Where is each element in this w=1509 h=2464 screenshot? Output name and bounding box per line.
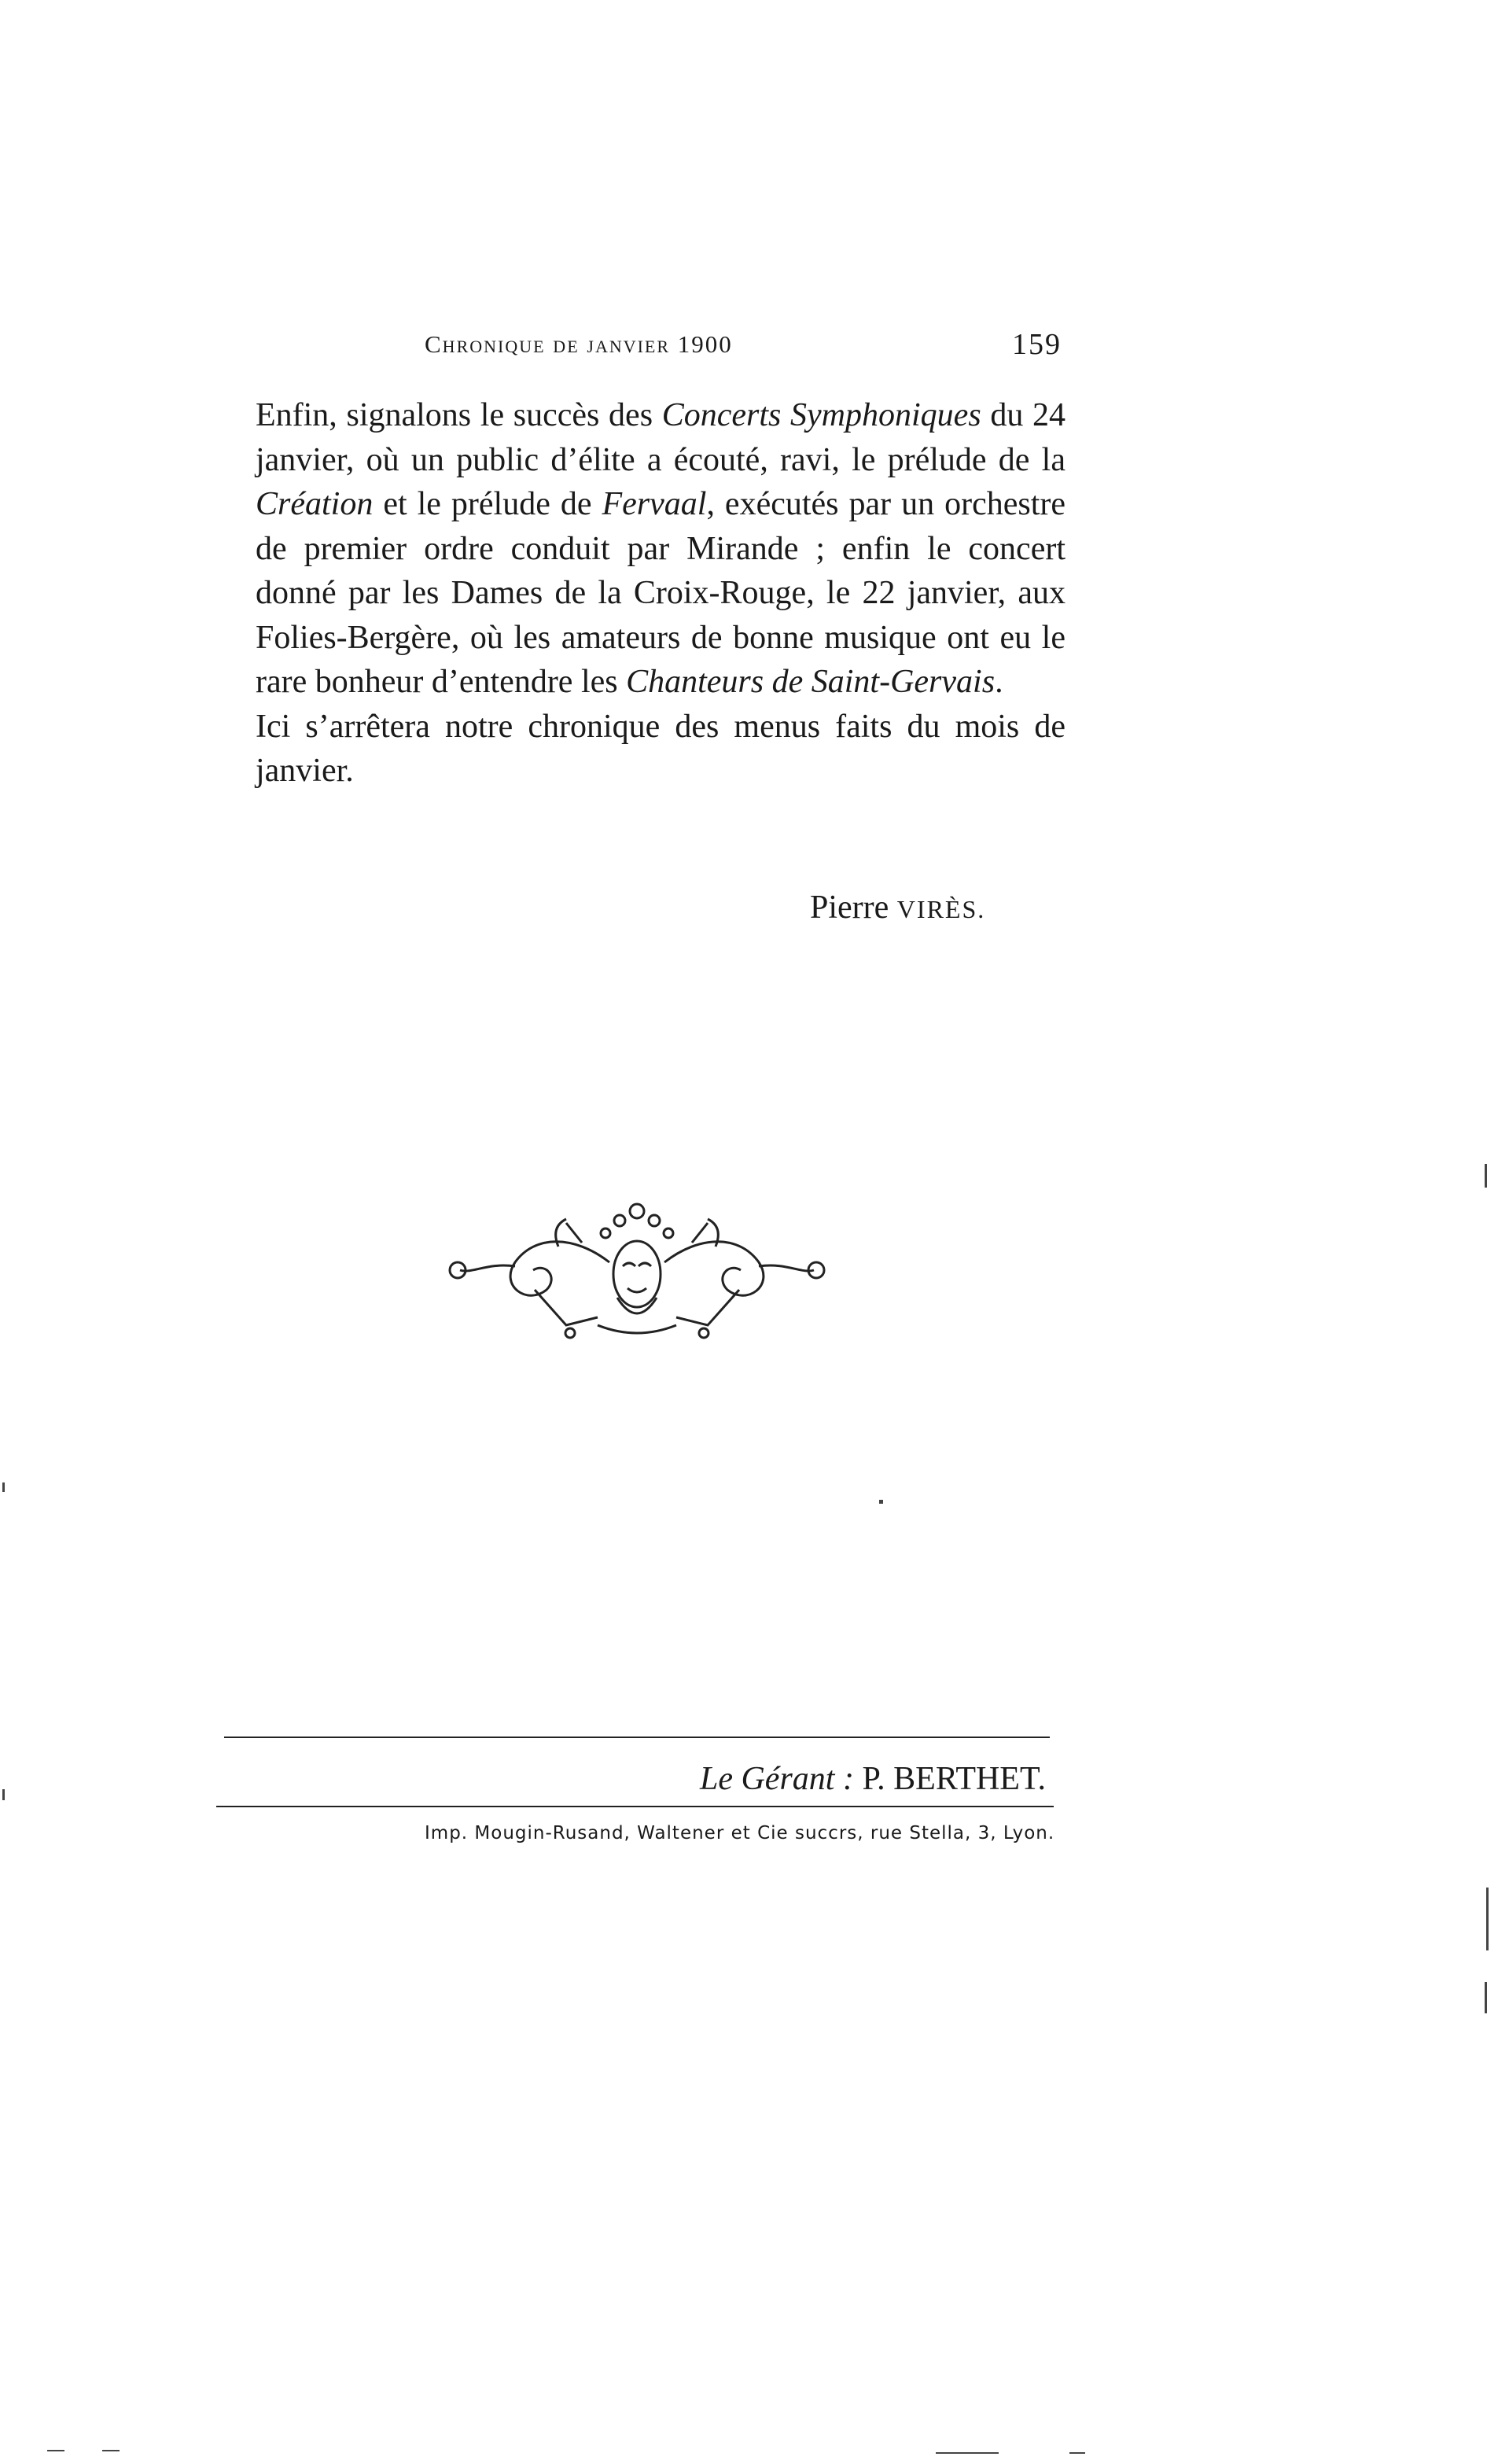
scan-speck — [1485, 1982, 1487, 2013]
paragraph-2: Ici s’arrêtera notre chronique des menus faits du mois de janvier. — [256, 708, 1066, 789]
scan-speck — [936, 2452, 999, 2454]
author-signature: Pierre VIRÈS. — [810, 889, 986, 926]
body-text — [256, 393, 1066, 794]
paragraph-1: Enfin, signalons le succès des Concerts Symphoniques du 24 janvier, où un public d’élite a écouté, ravi, le prélude de la Création et le prélude de Fervaal, exécutés par un orchestre de premier ordre conduit par Mirande ; enfin le concert donné par les Dames de la Croix-Rouge, le 22 janvier, aux Folies-Bergère, où les amateurs de bonne musique ont eu le rare bonheur d’entendre les Chanteurs de Saint-Gervais. — [256, 397, 1066, 700]
page-number: 159 — [1012, 328, 1062, 361]
running-head-title: Chronique de janvier 1900 — [425, 330, 733, 358]
scan-speck — [47, 2450, 64, 2451]
scan-speck — [102, 2450, 120, 2451]
publisher-manager-line: Le Gérant : P. BERTHET. — [699, 1761, 1046, 1797]
scan-speck — [1485, 1164, 1487, 1188]
scan-speck — [1486, 1888, 1489, 1950]
decorative-vignette-icon — [440, 1188, 834, 1353]
footer-rule-bottom — [216, 1806, 1054, 1807]
scan-speck — [2, 1482, 5, 1492]
scan-speck — [1069, 2452, 1085, 2454]
scan-speck — [879, 1500, 883, 1504]
printer-imprint: Imp. Mougin-Rusand, Waltener et Cie succrs, rue Stella, 3, Lyon. — [425, 1823, 1055, 1843]
running-head — [425, 330, 1062, 370]
scan-speck — [2, 1789, 5, 1800]
footer-rule-top — [224, 1737, 1050, 1738]
